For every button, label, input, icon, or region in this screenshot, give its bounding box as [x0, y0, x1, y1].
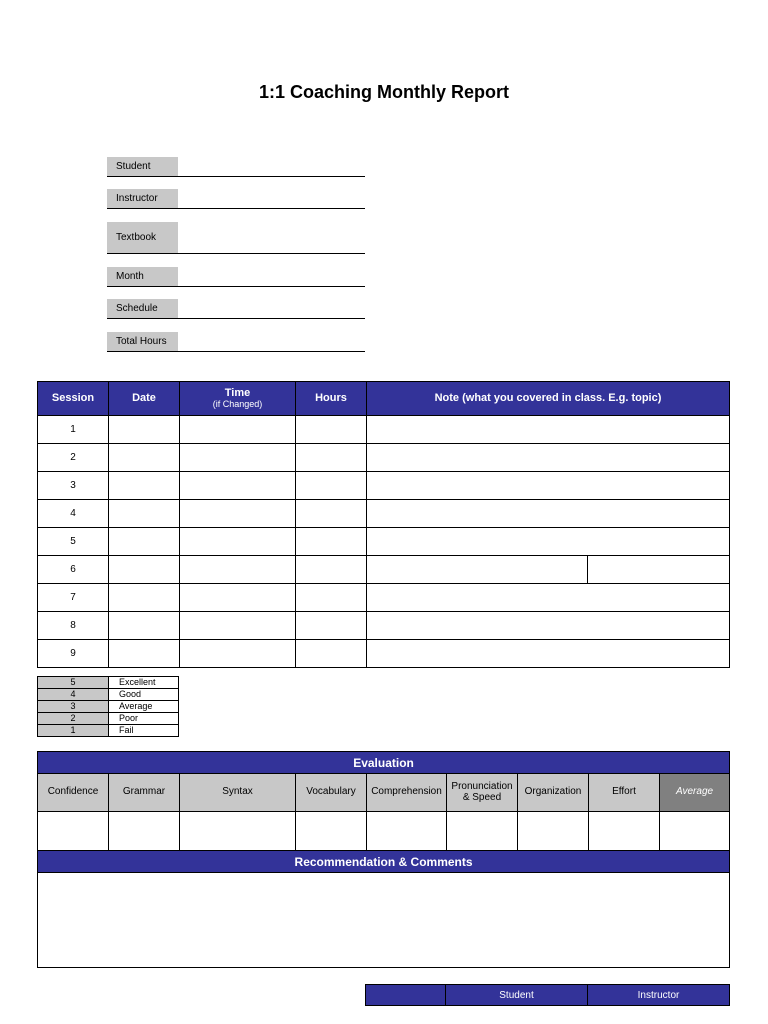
hours-cell[interactable] [296, 500, 367, 528]
month-label: Month [107, 267, 178, 286]
session-number: 4 [38, 500, 109, 528]
comments-area[interactable] [38, 873, 730, 968]
legend-label: Good [109, 689, 179, 701]
date-cell[interactable] [109, 528, 180, 556]
time-cell[interactable] [180, 472, 296, 500]
student-value[interactable] [178, 157, 365, 176]
vocabulary-header: Vocabulary [296, 774, 367, 812]
effort-score-cell[interactable] [589, 812, 660, 851]
date-cell[interactable] [109, 640, 180, 668]
date-cell[interactable] [109, 416, 180, 444]
time-cell[interactable] [180, 444, 296, 472]
note-cell[interactable] [367, 528, 730, 556]
table-row [38, 584, 730, 612]
comprehension-header: Comprehension [367, 774, 447, 812]
average-header: Average [660, 774, 730, 812]
hours-cell[interactable] [296, 640, 367, 668]
legend-row [38, 689, 179, 701]
legend-score: 4 [38, 689, 109, 701]
schedule-label: Schedule [107, 299, 178, 318]
note-cell[interactable] [367, 584, 730, 612]
instructor-value[interactable] [178, 189, 365, 208]
session-number: 6 [38, 556, 109, 584]
effort-header: Effort [589, 774, 660, 812]
sessions-table [37, 381, 730, 668]
signature-bar [365, 984, 730, 1006]
grammar-header: Grammar [109, 774, 180, 812]
table-row [38, 528, 730, 556]
page-title: 1:1 Coaching Monthly Report [258, 82, 509, 102]
comprehension-score-cell[interactable] [367, 812, 447, 851]
pronunciation-header-line2: & Speed [462, 791, 502, 803]
date-cell[interactable] [109, 612, 180, 640]
note-cell[interactable] [367, 612, 730, 640]
time-cell[interactable] [180, 500, 296, 528]
pronunciation-score-cell[interactable] [447, 812, 518, 851]
time-header-sublabel: (if Changed) [212, 398, 263, 409]
session-number: 3 [38, 472, 109, 500]
hours-cell[interactable] [296, 584, 367, 612]
month-field[interactable] [107, 267, 365, 287]
evaluation-title: Evaluation [38, 752, 730, 774]
average-score-cell [660, 812, 730, 851]
session-number: 1 [38, 416, 109, 444]
time-column-header [180, 382, 296, 416]
pronunciation-header [447, 774, 518, 812]
total-hours-value[interactable] [178, 332, 365, 351]
note-split-divider [367, 556, 588, 583]
session-number: 5 [38, 528, 109, 556]
note-cell[interactable] [367, 640, 730, 668]
confidence-header: Confidence [38, 774, 109, 812]
evaluation-table [37, 751, 730, 968]
textbook-label: Textbook [107, 222, 178, 253]
date-cell[interactable] [109, 500, 180, 528]
table-row [38, 612, 730, 640]
legend-row [38, 701, 179, 713]
syntax-header: Syntax [180, 774, 296, 812]
instructor-field[interactable] [107, 189, 365, 209]
sessions-header-row [38, 382, 730, 416]
score-legend [37, 676, 179, 737]
hours-column-header: Hours [296, 382, 367, 416]
time-cell[interactable] [180, 640, 296, 668]
grammar-score-cell[interactable] [109, 812, 180, 851]
note-split-cell [367, 556, 729, 583]
instructor-signature-label: Instructor [588, 985, 730, 1006]
legend-row [38, 677, 179, 689]
time-cell[interactable] [180, 416, 296, 444]
hours-cell[interactable] [296, 528, 367, 556]
note-column-header: Note (what you covered in class. E.g. topic) [367, 382, 730, 416]
note-cell[interactable] [367, 444, 730, 472]
schedule-field[interactable] [107, 299, 365, 319]
legend-label: Fail [109, 725, 179, 737]
comments-title: Recommendation & Comments [38, 851, 730, 873]
hours-cell[interactable] [296, 416, 367, 444]
legend-score: 2 [38, 713, 109, 725]
note-cell[interactable] [367, 500, 730, 528]
legend-label: Excellent [109, 677, 179, 689]
table-row [38, 556, 730, 584]
total-hours-field[interactable] [107, 332, 365, 352]
legend-score: 5 [38, 677, 109, 689]
vocabulary-score-cell[interactable] [296, 812, 367, 851]
hours-cell[interactable] [296, 556, 367, 584]
textbook-value[interactable] [178, 222, 365, 253]
textbook-field[interactable] [107, 222, 365, 254]
time-cell[interactable] [180, 612, 296, 640]
legend-row [38, 725, 179, 737]
time-header-label: Time [224, 387, 251, 399]
date-cell[interactable] [109, 444, 180, 472]
table-row [38, 500, 730, 528]
time-cell[interactable] [180, 556, 296, 584]
instructor-label: Instructor [107, 189, 178, 208]
hours-cell[interactable] [296, 612, 367, 640]
date-cell[interactable] [109, 472, 180, 500]
legend-score: 1 [38, 725, 109, 737]
student-label: Student [107, 157, 178, 176]
syntax-score-cell[interactable] [180, 812, 296, 851]
organization-score-cell[interactable] [518, 812, 589, 851]
session-number: 2 [38, 444, 109, 472]
note-cell[interactable] [367, 556, 730, 584]
date-cell[interactable] [109, 584, 180, 612]
hours-cell[interactable] [296, 444, 367, 472]
note-cell[interactable] [367, 416, 730, 444]
date-column-header: Date [109, 382, 180, 416]
schedule-value[interactable] [178, 299, 365, 318]
session-number: 7 [38, 584, 109, 612]
month-value[interactable] [178, 267, 365, 286]
table-row [38, 444, 730, 472]
time-cell[interactable] [180, 528, 296, 556]
legend-row [38, 713, 179, 725]
legend-label: Average [109, 701, 179, 713]
table-row [38, 640, 730, 668]
time-cell[interactable] [180, 584, 296, 612]
evaluation-header-row [38, 774, 730, 812]
student-field[interactable] [107, 157, 365, 177]
session-number: 8 [38, 612, 109, 640]
organization-header: Organization [518, 774, 589, 812]
student-signature-label: Student [446, 985, 588, 1006]
legend-score: 3 [38, 701, 109, 713]
session-column-header: Session [38, 382, 109, 416]
hours-cell[interactable] [296, 472, 367, 500]
table-row [38, 416, 730, 444]
table-row [38, 472, 730, 500]
legend-label: Poor [109, 713, 179, 725]
pronunciation-header-line1: Pronunciation [451, 781, 513, 792]
note-cell[interactable] [367, 472, 730, 500]
total-hours-label: Total Hours [107, 332, 178, 351]
session-number: 9 [38, 640, 109, 668]
date-cell[interactable] [109, 556, 180, 584]
confidence-score-cell[interactable] [38, 812, 109, 851]
evaluation-score-row [38, 812, 730, 851]
signature-blank-cell [366, 985, 446, 1006]
